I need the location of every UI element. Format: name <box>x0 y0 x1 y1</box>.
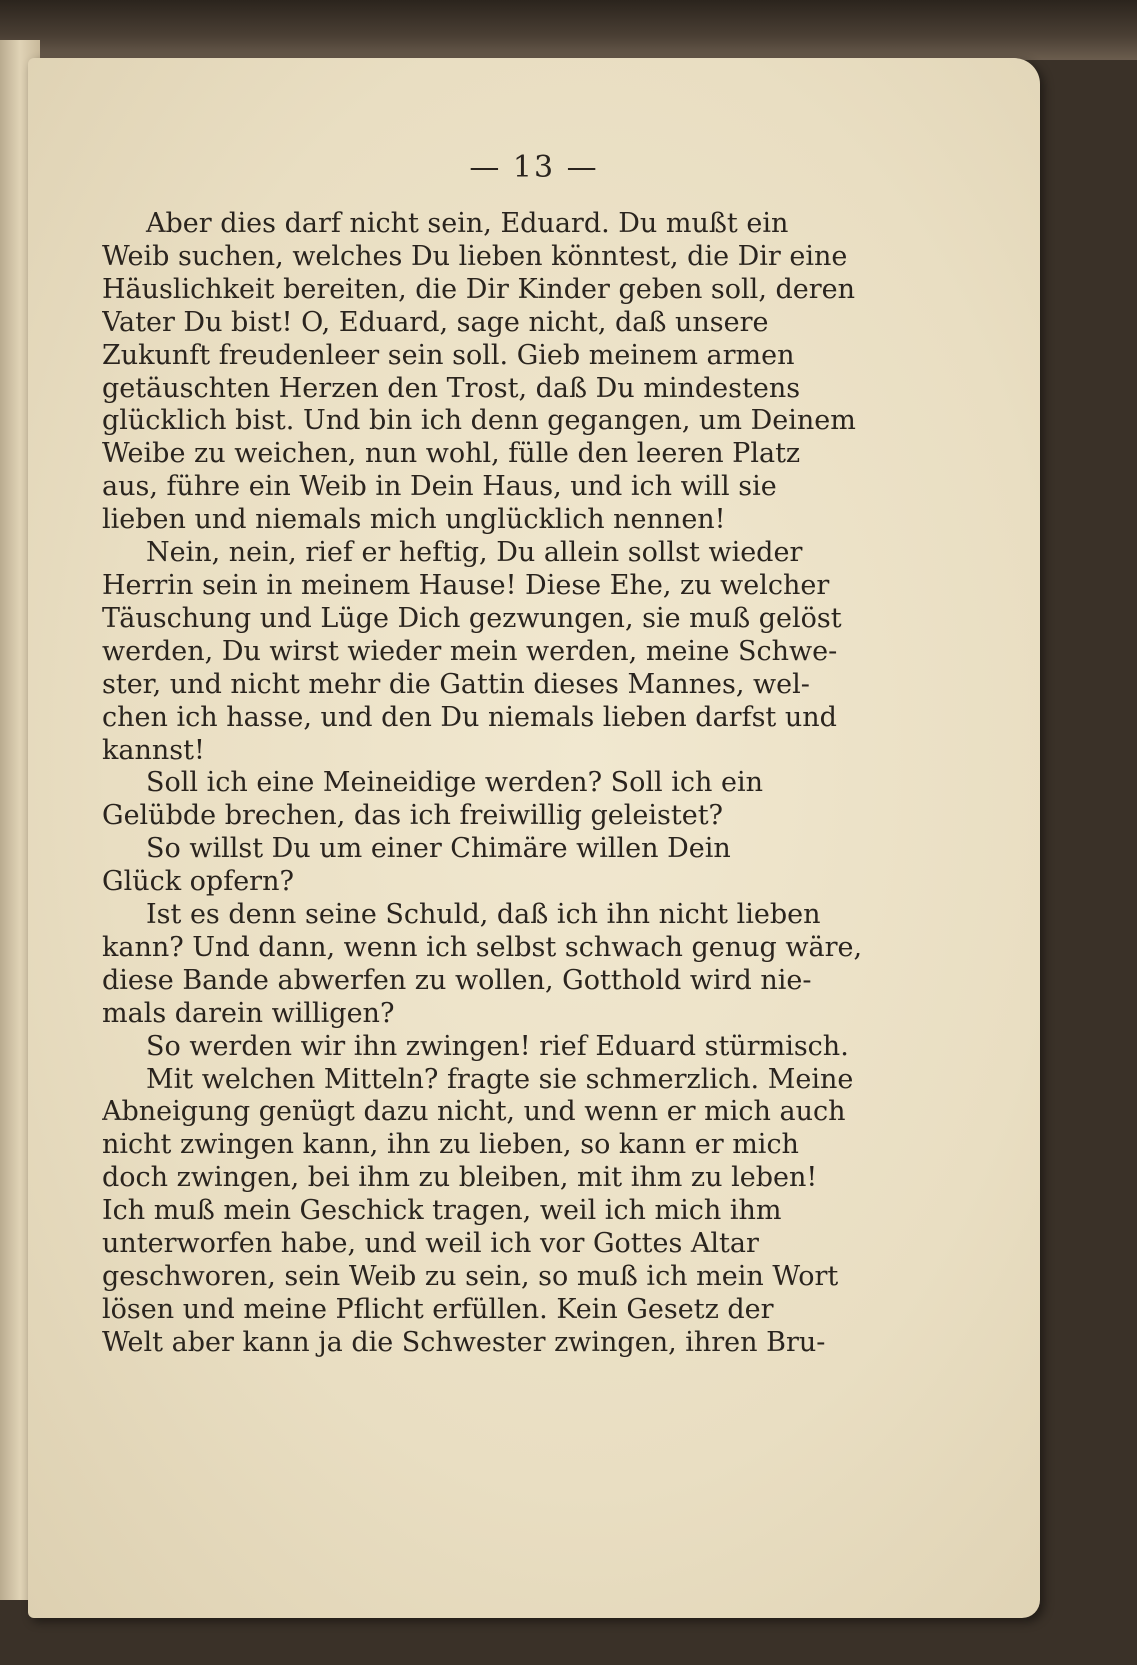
book-page <box>28 58 1040 1618</box>
text-line: Glück opfern? <box>102 866 294 898</box>
text-line: So willst Du um einer Chimäre willen Dein <box>146 833 731 865</box>
text-line: geschworen, sein Weib zu sein, so muß ich mein Wort <box>102 1261 839 1292</box>
text-line: Mit welchen Mitteln? fragte sie schmerzlich. Meine <box>146 1063 854 1095</box>
page-number: — 13 — <box>469 150 599 185</box>
text-line: kann? Und dann, wenn ich selbst schwach genug wäre, <box>102 931 863 963</box>
text-line: Zukunft freudenleer sein soll. Gieb meinem armen <box>102 339 795 371</box>
book-cover-edge <box>0 0 1137 60</box>
text-line: Häuslichkeit bereiten, die Dir Kinder geben soll, deren <box>102 273 856 305</box>
text-line: Gelübde brechen, das ich freiwillig geleistet? <box>102 800 724 832</box>
text-line: Ich muß mein Geschick tragen, weil ich mich ihm <box>102 1195 782 1227</box>
text-line: Abneigung genügt dazu nicht, und wenn er mich auch <box>102 1096 846 1128</box>
text-line: lösen und meine Pflicht erfüllen. Kein Gesetz der <box>102 1293 774 1325</box>
text-line: mals darein willigen? <box>102 997 395 1029</box>
text-line: doch zwingen, bei ihm zu bleiben, mit ihm zu leben! <box>102 1162 818 1194</box>
text-line: diese Bande abwerfen zu wollen, Gotthold wird nie- <box>102 964 812 996</box>
body-text <box>102 208 882 1360</box>
text-line: Vater Du bist! O, Eduard, sage nicht, daß unsere <box>102 306 769 338</box>
text-line: kannst! <box>102 734 205 766</box>
text-line: Soll ich eine Meineidige werden? Soll ich ein <box>146 767 763 799</box>
text-line: nicht zwingen kann, ihn zu lieben, so kann er mich <box>102 1129 799 1161</box>
text-line: glücklich bist. Und bin ich denn gegangen, um Deinem <box>102 405 856 437</box>
text-line: Täuschung und Lüge Dich gezwungen, sie muß gelöst <box>102 602 842 634</box>
text-line: ster, und nicht mehr die Gattin dieses Mannes, wel- <box>102 668 810 700</box>
text-line: aus, führe ein Weib in Dein Haus, und ich will sie <box>102 471 777 503</box>
text-line: So werden wir ihn zwingen! rief Eduard stürmisch. <box>146 1030 849 1062</box>
text-line: Weibe zu weichen, nun wohl, fülle den leeren Platz <box>102 438 801 470</box>
text-line: Herrin sein in meinem Hause! Diese Ehe, zu welcher <box>102 569 830 601</box>
text-line: Welt aber kann ja die Schwester zwingen, ihren Bru- <box>102 1326 826 1358</box>
text-line: Weib suchen, welches Du lieben könntest, die Dir eine <box>102 240 848 272</box>
text-line: unterworfen habe, und weil ich vor Gottes Altar <box>102 1228 759 1260</box>
text-line: werden, Du wirst wieder mein werden, meine Schwe- <box>102 635 838 667</box>
text-line: getäuschten Herzen den Trost, daß Du mindestens <box>102 372 801 404</box>
text-line: Nein, nein, rief er heftig, Du allein sollst wieder <box>146 537 803 569</box>
text-line: lieben und niemals mich unglücklich nennen! <box>102 504 726 536</box>
text-line: chen ich hasse, und den Du niemals lieben darfst und <box>102 701 837 733</box>
text-line: Aber dies darf nicht sein, Eduard. Du mußt ein <box>146 208 789 239</box>
text-line: Ist es denn seine Schuld, daß ich ihn nicht lieben <box>146 899 821 931</box>
